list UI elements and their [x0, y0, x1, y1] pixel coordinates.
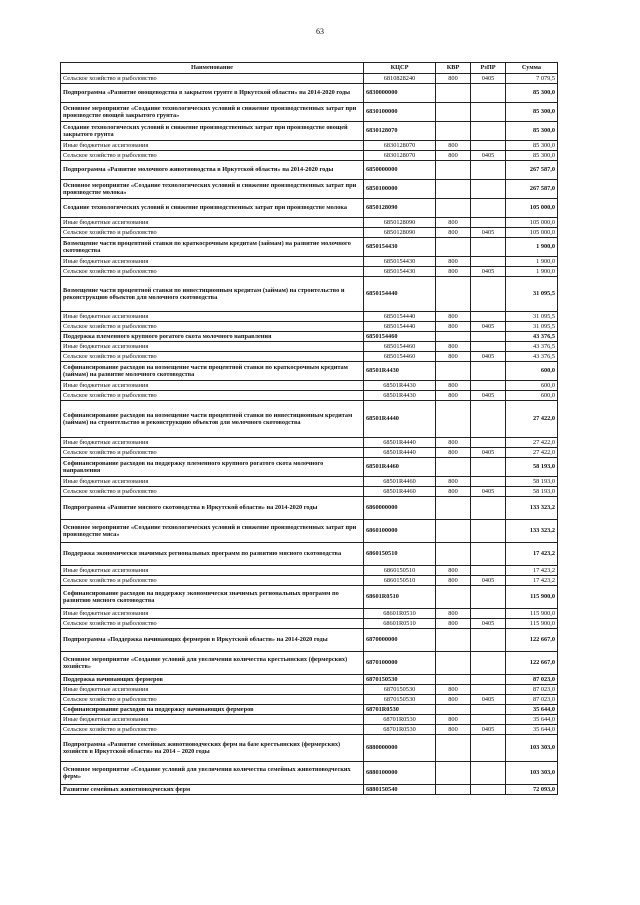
row-name: Развитие семейных животноводческих ферм	[61, 785, 364, 795]
row-kvr: 800	[436, 322, 471, 332]
table-row	[61, 228, 558, 238]
row-name: Сельское хозяйство и рыболовство	[61, 151, 364, 161]
row-name: Основное мероприятие «Создание технологических условий и снижение производственных затрат при производстве овощей закрытого грунта»	[61, 103, 364, 122]
row-sum: 105 000,0	[506, 228, 558, 238]
table-row	[61, 238, 558, 257]
table-row	[61, 438, 558, 448]
row-rzpr	[471, 543, 506, 566]
row-kvr: 800	[436, 381, 471, 391]
row-kcsr: 6850154440	[364, 277, 436, 312]
row-sum: 85 300,0	[506, 141, 558, 151]
row-name: Иные бюджетные ассигнования	[61, 381, 364, 391]
table-row	[61, 151, 558, 161]
row-kvr: 800	[436, 487, 471, 497]
row-rzpr	[471, 715, 506, 725]
header-sum: Сумма	[506, 63, 558, 74]
row-kvr	[436, 238, 471, 257]
row-rzpr	[471, 675, 506, 685]
table-row	[61, 497, 558, 520]
row-name: Создание технологических условий и снижение производственных затрат при производстве молока	[61, 199, 364, 218]
row-name: Подпрограмма «Развитие семейных животноводческих ферм на базе крестьянских (фермерских) хозяйств в Иркутской области» на 2014 – 2020 годы	[61, 735, 364, 762]
table-row	[61, 725, 558, 735]
row-name: Сельское хозяйство и рыболовство	[61, 267, 364, 277]
row-kcsr: 6830128070	[364, 151, 436, 161]
row-name: Софинансирование расходов на возмещение части процентной ставки по инвестиционным кредитам (займам) на строительство и реконструкцию объектов для молочного скотоводства	[61, 401, 364, 438]
row-name: Возмещение части процентной ставки по краткосрочным кредитам (займам) на развитие молочного скотоводства	[61, 238, 364, 257]
row-sum: 87 023,0	[506, 675, 558, 685]
table-row	[61, 352, 558, 362]
row-kcsr: 6880150540	[364, 785, 436, 795]
row-sum: 58 193,0	[506, 477, 558, 487]
row-sum: 1 900,0	[506, 238, 558, 257]
row-kvr: 800	[436, 74, 471, 84]
row-name: Иные бюджетные ассигнования	[61, 218, 364, 228]
row-kvr: 800	[436, 477, 471, 487]
row-kcsr: 6850154460	[364, 342, 436, 352]
row-kvr	[436, 705, 471, 715]
row-rzpr	[471, 520, 506, 543]
table-row	[61, 332, 558, 342]
row-sum: 133 323,2	[506, 520, 558, 543]
row-kcsr: 6850000000	[364, 161, 436, 180]
table-row	[61, 477, 558, 487]
row-kcsr: 68501R4460	[364, 487, 436, 497]
row-kcsr: 68601R0510	[364, 619, 436, 629]
table-row	[61, 458, 558, 477]
table-row	[61, 629, 558, 652]
table-row	[61, 141, 558, 151]
row-kcsr: 6870100000	[364, 652, 436, 675]
table-row	[61, 257, 558, 267]
table-row	[61, 312, 558, 322]
row-sum: 43 376,5	[506, 332, 558, 342]
table-row	[61, 401, 558, 438]
row-kvr: 800	[436, 619, 471, 629]
row-sum: 72 093,0	[506, 785, 558, 795]
row-kvr	[436, 520, 471, 543]
table-row	[61, 362, 558, 381]
table-row	[61, 199, 558, 218]
row-kcsr: 68701R0530	[364, 725, 436, 735]
row-sum: 27 422,0	[506, 448, 558, 458]
row-kvr	[436, 122, 471, 141]
row-kvr: 800	[436, 391, 471, 401]
row-rzpr	[471, 652, 506, 675]
table-row	[61, 487, 558, 497]
row-kvr: 800	[436, 151, 471, 161]
row-kcsr: 68701R0530	[364, 715, 436, 725]
row-kcsr: 6870150530	[364, 685, 436, 695]
row-sum: 58 193,0	[506, 487, 558, 497]
row-kcsr: 6850154460	[364, 352, 436, 362]
row-name: Поддержка племенного крупного рогатого скота молочного направления	[61, 332, 364, 342]
row-kvr: 800	[436, 141, 471, 151]
row-kcsr: 6880100000	[364, 762, 436, 785]
row-name: Иные бюджетные ассигнования	[61, 141, 364, 151]
row-name: Иные бюджетные ассигнования	[61, 715, 364, 725]
row-name: Сельское хозяйство и рыболовство	[61, 695, 364, 705]
table-row	[61, 619, 558, 629]
row-sum: 85 300,0	[506, 84, 558, 103]
row-sum: 87 023,0	[506, 685, 558, 695]
budget-table	[60, 62, 558, 795]
row-kvr	[436, 103, 471, 122]
row-sum: 31 095,5	[506, 277, 558, 312]
table-row	[61, 609, 558, 619]
row-rzpr	[471, 238, 506, 257]
row-rzpr	[471, 785, 506, 795]
row-sum: 17 423,2	[506, 566, 558, 576]
row-name: Иные бюджетные ассигнования	[61, 257, 364, 267]
row-kcsr: 6850154460	[364, 332, 436, 342]
row-rzpr	[471, 629, 506, 652]
header-kvr: КВР	[436, 63, 471, 74]
table-row	[61, 785, 558, 795]
table-row	[61, 391, 558, 401]
row-sum: 103 303,0	[506, 762, 558, 785]
row-rzpr: 0405	[471, 576, 506, 586]
row-sum: 85 300,0	[506, 103, 558, 122]
row-kvr: 800	[436, 715, 471, 725]
row-rzpr	[471, 122, 506, 141]
table-row	[61, 762, 558, 785]
table-row	[61, 322, 558, 332]
row-sum: 600,0	[506, 391, 558, 401]
row-name: Софинансирование расходов на поддержку экономически значимых региональных программ по развитию мясного скотоводства	[61, 586, 364, 609]
row-kvr: 800	[436, 267, 471, 277]
row-sum: 35 644,0	[506, 715, 558, 725]
row-kvr: 800	[436, 218, 471, 228]
row-sum: 7 079,5	[506, 74, 558, 84]
row-sum: 1 900,0	[506, 257, 558, 267]
row-kcsr: 68601R0510	[364, 586, 436, 609]
row-sum: 17 423,2	[506, 543, 558, 566]
row-name: Сельское хозяйство и рыболовство	[61, 352, 364, 362]
row-name: Иные бюджетные ассигнования	[61, 477, 364, 487]
row-kvr: 800	[436, 685, 471, 695]
row-kvr: 800	[436, 228, 471, 238]
row-kvr	[436, 735, 471, 762]
row-rzpr	[471, 477, 506, 487]
row-rzpr	[471, 458, 506, 477]
row-rzpr: 0405	[471, 391, 506, 401]
row-rzpr: 0405	[471, 267, 506, 277]
row-kcsr: 6850128090	[364, 218, 436, 228]
table-row	[61, 675, 558, 685]
row-name: Основное мероприятие «Создание условий для увеличения количества крестьянских (фермерских) хозяйств»	[61, 652, 364, 675]
row-kcsr: 6860150510	[364, 543, 436, 566]
table-row	[61, 448, 558, 458]
row-name: Сельское хозяйство и рыболовство	[61, 74, 364, 84]
row-kcsr: 68501R4460	[364, 458, 436, 477]
row-sum: 115 900,0	[506, 609, 558, 619]
row-kvr: 800	[436, 312, 471, 322]
row-kvr	[436, 332, 471, 342]
row-sum: 85 300,0	[506, 122, 558, 141]
row-rzpr	[471, 401, 506, 438]
row-name: Сельское хозяйство и рыболовство	[61, 487, 364, 497]
row-name: Подпрограмма «Развитие овощеводства в закрытом грунте в Иркутской области» на 2014-2020 годы	[61, 84, 364, 103]
row-sum: 1 900,0	[506, 267, 558, 277]
row-name: Софинансирование расходов на поддержку племенного крупного рогатого скота молочного направления	[61, 458, 364, 477]
table-row	[61, 180, 558, 199]
table-header-row	[61, 63, 558, 74]
row-rzpr	[471, 103, 506, 122]
row-name: Софинансирование расходов на возмещение части процентной ставки по краткосрочным кредитам (займам) на развитие молочного скотоводства	[61, 362, 364, 381]
row-rzpr: 0405	[471, 448, 506, 458]
row-kcsr: 6870000000	[364, 629, 436, 652]
row-kcsr: 6870150530	[364, 675, 436, 685]
row-rzpr: 0405	[471, 487, 506, 497]
header-kcsr: КЦСР	[364, 63, 436, 74]
row-sum: 87 023,0	[506, 695, 558, 705]
row-sum: 600,0	[506, 362, 558, 381]
row-sum: 17 423,2	[506, 576, 558, 586]
row-rzpr: 0405	[471, 322, 506, 332]
row-kcsr: 6850154430	[364, 238, 436, 257]
table-row	[61, 122, 558, 141]
row-kcsr: 68501R4440	[364, 438, 436, 448]
row-kvr	[436, 785, 471, 795]
row-rzpr	[471, 257, 506, 267]
row-kcsr: 68501R4440	[364, 448, 436, 458]
row-name: Основное мероприятие «Создание условий для увеличения количества семейных животноводческих ферм»	[61, 762, 364, 785]
row-sum: 267 587,0	[506, 161, 558, 180]
row-kvr: 800	[436, 342, 471, 352]
row-kcsr: 68601R0510	[364, 609, 436, 619]
table-row	[61, 161, 558, 180]
row-rzpr	[471, 497, 506, 520]
row-rzpr	[471, 705, 506, 715]
table-row	[61, 576, 558, 586]
row-kcsr: 6810828240	[364, 74, 436, 84]
row-sum: 267 587,0	[506, 180, 558, 199]
table-row	[61, 218, 558, 228]
row-kcsr: 6860100000	[364, 520, 436, 543]
row-kcsr: 68501R4430	[364, 391, 436, 401]
row-kvr: 800	[436, 448, 471, 458]
row-sum: 122 667,0	[506, 652, 558, 675]
row-name: Основное мероприятие «Создание технологических условий и снижение производственных затрат при производстве молока»	[61, 180, 364, 199]
row-name: Основное мероприятие «Создание технологических условий и снижение производственных затрат при производстве мяса»	[61, 520, 364, 543]
table-row	[61, 705, 558, 715]
row-name: Сельское хозяйство и рыболовство	[61, 576, 364, 586]
row-name: Возмещение части процентной ставки по инвестиционным кредитам (займам) на строительство и реконструкцию объектов для молочного скотоводства	[61, 277, 364, 312]
row-rzpr: 0405	[471, 619, 506, 629]
table-row	[61, 381, 558, 391]
row-kcsr: 6850128090	[364, 199, 436, 218]
row-sum: 31 095,5	[506, 312, 558, 322]
row-rzpr	[471, 762, 506, 785]
row-name: Сельское хозяйство и рыболовство	[61, 725, 364, 735]
header-name: Наименование	[61, 63, 364, 74]
row-rzpr	[471, 362, 506, 381]
row-sum: 27 422,0	[506, 401, 558, 438]
row-sum: 105 000,0	[506, 218, 558, 228]
row-kcsr: 6830100000	[364, 103, 436, 122]
row-name: Софинансирование расходов на поддержку начинающих фермеров	[61, 705, 364, 715]
row-kvr: 800	[436, 566, 471, 576]
row-rzpr	[471, 199, 506, 218]
row-rzpr	[471, 381, 506, 391]
row-name: Сельское хозяйство и рыболовство	[61, 228, 364, 238]
table-row	[61, 543, 558, 566]
row-sum: 58 193,0	[506, 458, 558, 477]
row-kvr: 800	[436, 609, 471, 619]
table-row	[61, 695, 558, 705]
row-kvr: 800	[436, 725, 471, 735]
row-kcsr: 6850154430	[364, 267, 436, 277]
row-sum: 35 644,0	[506, 725, 558, 735]
row-sum: 103 303,0	[506, 735, 558, 762]
row-kvr	[436, 543, 471, 566]
table-row	[61, 277, 558, 312]
row-name: Иные бюджетные ассигнования	[61, 609, 364, 619]
row-rzpr	[471, 685, 506, 695]
row-rzpr	[471, 586, 506, 609]
row-name: Подпрограмма «Развитие молочного животноводства в Иркутской области» на 2014-2020 годы	[61, 161, 364, 180]
row-rzpr: 0405	[471, 725, 506, 735]
row-sum: 105 000,0	[506, 199, 558, 218]
row-rzpr	[471, 218, 506, 228]
row-name: Поддержка экономически значимых региональных программ по развитию мясного скотоводства	[61, 543, 364, 566]
row-kcsr: 6850100000	[364, 180, 436, 199]
row-kcsr: 6880000000	[364, 735, 436, 762]
table-row	[61, 84, 558, 103]
row-rzpr	[471, 566, 506, 576]
row-kcsr: 68501R4460	[364, 477, 436, 487]
row-sum: 31 095,5	[506, 322, 558, 332]
row-name: Иные бюджетные ассигнования	[61, 566, 364, 576]
row-kvr	[436, 652, 471, 675]
row-rzpr	[471, 180, 506, 199]
row-name: Иные бюджетные ассигнования	[61, 312, 364, 322]
row-kvr	[436, 458, 471, 477]
row-name: Сельское хозяйство и рыболовство	[61, 322, 364, 332]
table-body	[61, 74, 558, 795]
row-kcsr: 6860150510	[364, 566, 436, 576]
row-rzpr: 0405	[471, 695, 506, 705]
row-kcsr: 6830128070	[364, 122, 436, 141]
row-kvr	[436, 401, 471, 438]
row-sum: 133 323,2	[506, 497, 558, 520]
table-row	[61, 586, 558, 609]
row-kcsr: 68701R0530	[364, 705, 436, 715]
row-rzpr	[471, 609, 506, 619]
row-name: Иные бюджетные ассигнования	[61, 685, 364, 695]
table-row	[61, 74, 558, 84]
row-kcsr: 68501R4430	[364, 362, 436, 381]
row-kvr	[436, 586, 471, 609]
row-kvr	[436, 199, 471, 218]
row-kvr: 800	[436, 438, 471, 448]
row-kvr: 800	[436, 695, 471, 705]
row-kvr	[436, 629, 471, 652]
row-kcsr: 68501R4430	[364, 381, 436, 391]
row-sum: 35 644,0	[506, 705, 558, 715]
row-kvr	[436, 277, 471, 312]
row-sum: 115 900,0	[506, 619, 558, 629]
table-row	[61, 685, 558, 695]
row-kvr	[436, 84, 471, 103]
row-kcsr: 6850128090	[364, 228, 436, 238]
row-kcsr: 6850154440	[364, 312, 436, 322]
row-name: Создание технологических условий и снижение производственных затрат при производстве овощей закрытого грунта	[61, 122, 364, 141]
row-rzpr	[471, 438, 506, 448]
table-row	[61, 520, 558, 543]
table-row	[61, 267, 558, 277]
row-kvr	[436, 180, 471, 199]
row-name: Сельское хозяйство и рыболовство	[61, 448, 364, 458]
row-rzpr	[471, 342, 506, 352]
row-rzpr: 0405	[471, 228, 506, 238]
table-row	[61, 566, 558, 576]
row-kcsr: 6850154440	[364, 322, 436, 332]
row-kvr	[436, 762, 471, 785]
row-sum: 43 376,5	[506, 342, 558, 352]
row-kvr: 800	[436, 257, 471, 267]
row-rzpr	[471, 312, 506, 322]
row-name: Поддержка начинающих фермеров	[61, 675, 364, 685]
row-kcsr: 6850154430	[364, 257, 436, 267]
table-row	[61, 652, 558, 675]
table-row	[61, 342, 558, 352]
row-sum: 85 300,0	[506, 151, 558, 161]
row-rzpr	[471, 141, 506, 151]
table-row	[61, 735, 558, 762]
row-name: Иные бюджетные ассигнования	[61, 438, 364, 448]
row-rzpr	[471, 332, 506, 342]
row-sum: 115 900,0	[506, 586, 558, 609]
row-kvr	[436, 675, 471, 685]
row-rzpr	[471, 161, 506, 180]
table-row	[61, 103, 558, 122]
row-kcsr: 6830128070	[364, 141, 436, 151]
page-number: 63	[316, 27, 324, 36]
row-sum: 122 667,0	[506, 629, 558, 652]
row-kvr	[436, 362, 471, 381]
row-name: Иные бюджетные ассигнования	[61, 342, 364, 352]
row-kvr: 800	[436, 576, 471, 586]
row-rzpr: 0405	[471, 74, 506, 84]
row-rzpr	[471, 84, 506, 103]
row-name: Подпрограмма «Развитие мясного скотоводства в Иркутской области» на 2014-2020 годы	[61, 497, 364, 520]
row-rzpr	[471, 277, 506, 312]
row-rzpr: 0405	[471, 151, 506, 161]
row-kcsr: 68501R4440	[364, 401, 436, 438]
row-kvr	[436, 161, 471, 180]
row-rzpr: 0405	[471, 352, 506, 362]
row-name: Подпрограмма «Поддержка начинающих фермеров в Иркутской области» на 2014-2020 годы	[61, 629, 364, 652]
row-name: Сельское хозяйство и рыболовство	[61, 391, 364, 401]
row-kcsr: 6870150530	[364, 695, 436, 705]
row-rzpr	[471, 735, 506, 762]
row-kvr: 800	[436, 352, 471, 362]
row-kcsr: 6860150510	[364, 576, 436, 586]
row-kvr	[436, 497, 471, 520]
header-rzpr: РзПР	[471, 63, 506, 74]
row-sum: 600,0	[506, 381, 558, 391]
row-sum: 43 376,5	[506, 352, 558, 362]
row-kcsr: 6830000000	[364, 84, 436, 103]
table-row	[61, 715, 558, 725]
row-sum: 27 422,0	[506, 438, 558, 448]
row-kcsr: 6860000000	[364, 497, 436, 520]
row-name: Сельское хозяйство и рыболовство	[61, 619, 364, 629]
